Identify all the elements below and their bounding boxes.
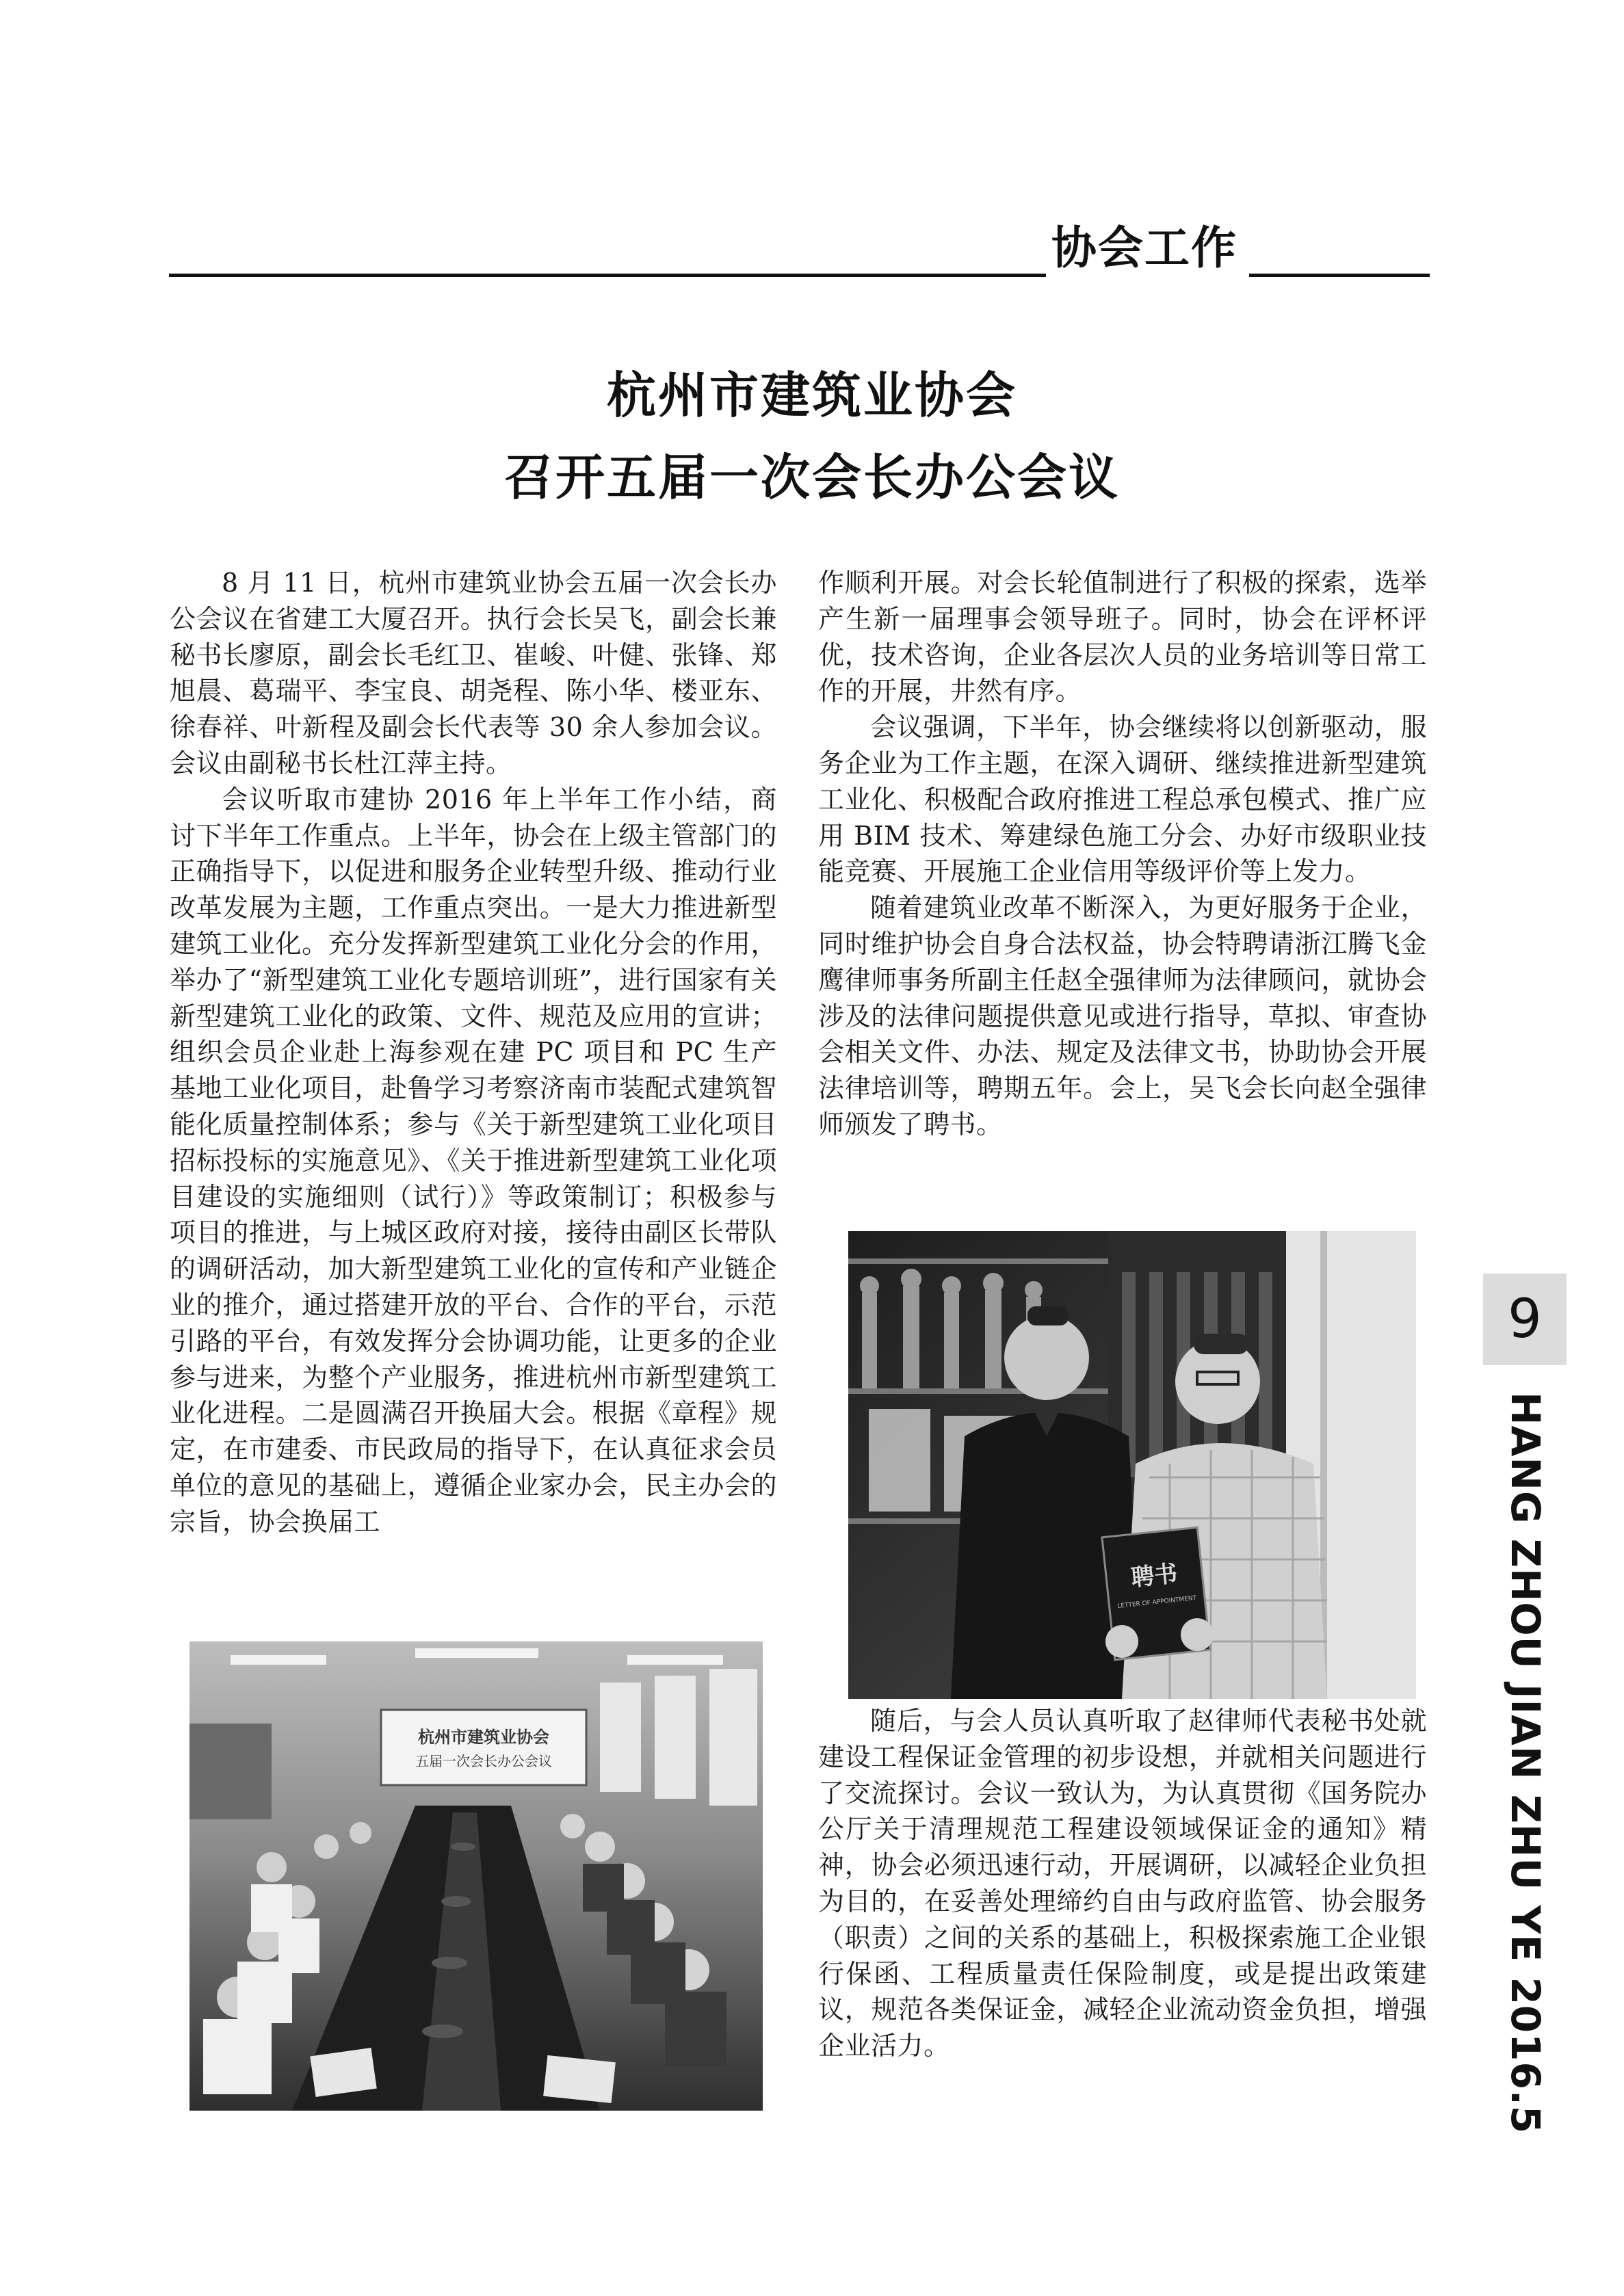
paragraph: 8 月 11 日，杭州市建筑业协会五届一次会长办公会议在省建工大厦召开。执行会长吴飞，副会长兼秘书长廖原，副会长毛红卫、崔峻、叶健、张锋、郑旭晨、葛瑞平、李宝良、胡尧程、陈小华、楼亚东、徐春祥、叶新程及副会长代表等 30 余人参加会议。会议由副秘书长杜江萍主持。: [170, 568, 777, 778]
paragraph: 会议听取市建协 2016 年上半年工作小结，商讨下半年工作重点。上半年，协会在上级主管部门的正确指导下，以促进和服务企业转型升级、推动行业改革发展为主题，工作重点突出。一是大力推进新型建筑工业化。充分发挥新型建筑工业化分会的作用，举办了“新型建筑工业化专题培训班”，进行国家有关新型建筑工业化的政策、文件、规范及应用的宣讲；组织会员企业赴上海参观在建 PC 项目和 PC 生产基地工业化项目，赴鲁学习考察济南市装配式建筑智能化质量控制体系；参与《关于新型建筑工业化项目招标投标的实施意见》、《关于推进新型建筑工业化项目建设的实施细则（试行）》等政策制订；积极参与项目的推进，与上城区政府对接，接待由副区长带队的调研活动，加大新型建筑工业化的宣传和产业链企业的推介，通过搭建开放的平台、合作的平台，示范引路的平台，有效发挥分会协调功能，让更多的企业参与进来，为整个产业服务，推进杭州市新型建筑工业化进程。二是圆满召开换届大会。根据《章程》规定，在市建委、市民政局的指导下，在认真征求会员单位的意见的基础上，遵循企业家办会，民主办会的宗旨，协会换届工: [170, 784, 777, 1537]
page-number-tab: 9: [1483, 1274, 1567, 1365]
article-column-left: [170, 565, 777, 1540]
magazine-name: HANG ZHOU JIAN ZHU YE 2016.5: [1502, 1392, 1549, 2135]
article-title-line-1: 杭州市建筑业协会: [606, 367, 1017, 424]
header-rule-right: [1249, 274, 1430, 277]
article-column-right-bottom: [818, 1703, 1427, 2064]
certificate-title: 聘书: [1129, 1559, 1179, 1592]
paragraph: 作顺利开展。对会长轮值制进行了积极的探索，选举产生新一届理事会领导班子。同时，协会在评杯评优，技术咨询，企业各层次人员的业务培训等日常工作的开展，井然有序。: [818, 568, 1427, 707]
screen-text-line-2: 五届一次会长办公会议: [415, 1753, 552, 1769]
article-title-line-2: 召开五届一次会长办公会议: [503, 449, 1120, 506]
header-rule-left: [169, 274, 1046, 277]
paragraph: 随后，与会人员认真听取了赵律师代表秘书处就建设工程保证金管理的初步设想，并就相关问题进行了交流探讨。会议一致认为，为认真贯彻《国务院办公厅关于清理规范工程建设领域保证金的通知》精神，协会必须迅速行动，开展调研，以减轻企业负担为目的，在妥善处理缔约自由与政府监管、协会服务（职责）之间的关系的基础上，积极探索施工企业银行保函、工程质量责任保险制度，或是提出政策建议，规范各类保证金，减轻企业流动资金负担，增强企业活力。: [818, 1706, 1427, 2061]
meeting-room-photo: [189, 1641, 763, 2111]
paragraph: 随着建筑业改革不断深入，为更好服务于企业，同时维护协会自身合法权益，协会特聘请浙江腾飞金鹰律师事务所副主任赵全强律师为法律顾问，就协会涉及的法律问题提供意见或进行指导，草拟、审查协会相关文件、办法、规定及法律文书，协助协会开展法律培训等，聘期五年。会上，吴飞会长向赵全强律师颁发了聘书。: [818, 893, 1427, 1139]
paragraph: 会议强调，下半年，协会继续将以创新驱动，服务企业为工作主题，在深入调研、继续推进新型建筑工业化、积极配合政府推进工程总承包模式、推广应用 BIM 技术、筹建绿色施工分会、办好市级职业技能竞赛、开展施工企业信用等级评价等上发力。: [818, 712, 1427, 887]
award-ceremony-photo: [848, 1231, 1416, 1699]
screen-text-line-1: 杭州市建筑业协会: [418, 1727, 549, 1747]
article-column-right-top: [818, 565, 1427, 1143]
magazine-name-vertical: [1495, 1392, 1556, 2135]
section-label: 协会工作: [1051, 222, 1237, 274]
certificate-subtitle: LETTER OF APPOINTMENT: [1117, 1594, 1197, 1610]
